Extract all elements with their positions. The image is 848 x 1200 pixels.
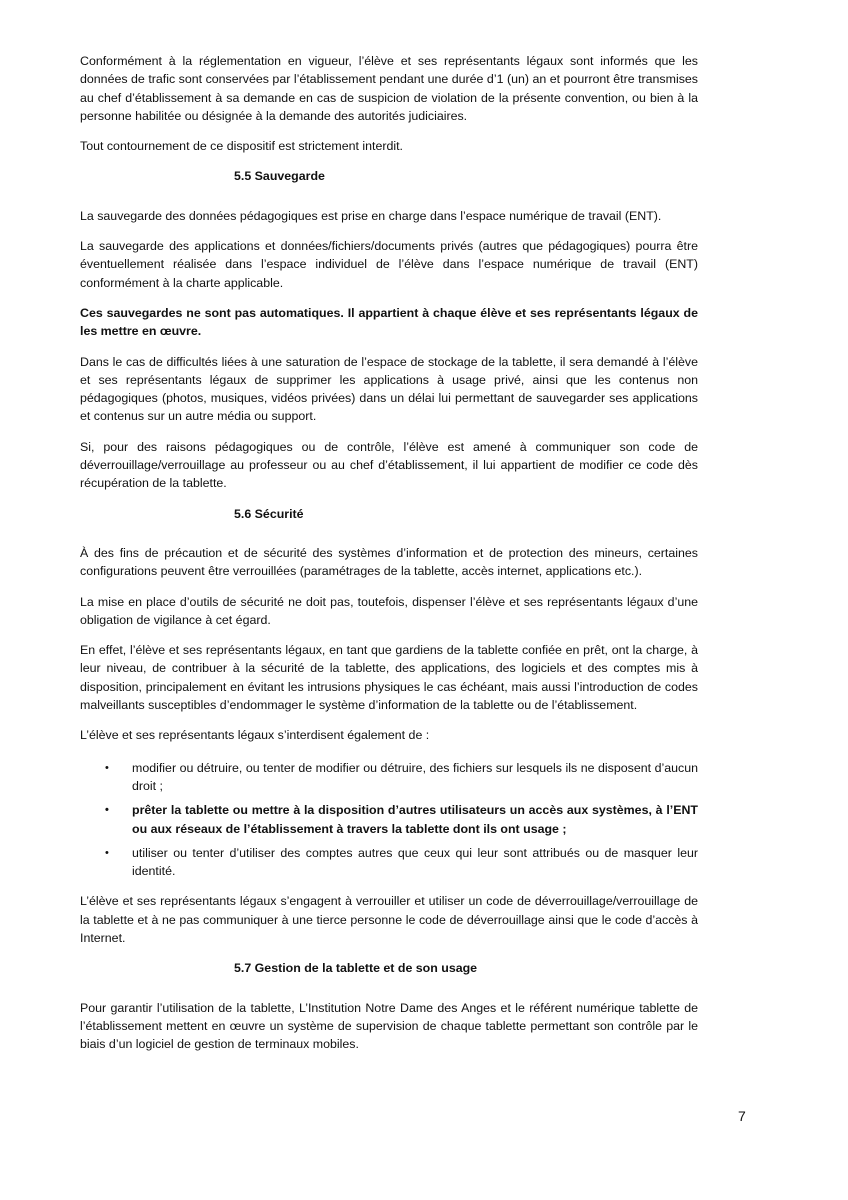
section-heading-5-6: 5.6 Sécurité <box>234 506 304 521</box>
section-heading-5-7: 5.7 Gestion de la tablette et de son usage <box>234 961 478 976</box>
paragraph-unlock-code: Si, pour des raisons pédagogiques ou de contrôle, l’élève est amené à communiquer son code de déverrouillage/verrouillage au professeur ou au chef d’établissement, il lui appartient de modifier ce code dès récupération de la tablette. <box>80 439 698 491</box>
paragraph-data-retention: Conformément à la réglementation en vigueur, l’élève et ses représentants légaux sont informés que les données de trafic sont conservées par l’établissement pendant une durée d’1 (un) an et pourront être transmises au chef d’établissement à sa demande en cas de suspicion de violation de la présente convention, ou bien à la personne habilitée ou désignée à la demande des autorités judiciaires. <box>80 54 698 123</box>
paragraph-backup-private: La sauvegarde des applications et données/fichiers/documents privés (autres que pédagogiques) pourra être éventuellement réalisée dans l’espace individuel de l’élève dans l’espace numérique de travail (ENT) conformément à la charte applicable. <box>80 239 698 290</box>
list-item <box>80 759 698 796</box>
bullet-icon: • <box>105 804 109 817</box>
paragraph-storage-saturation: Dans le cas de difficultés liées à une saturation de l’espace de stockage de la tablette, il sera demandé à l’élève et ses représentants légaux de supprimer les applications à usage privé, ainsi que les contenus non pédagogiques (photos, musiques, vidéos privées) dans un délai lui permettant de sauvegarder ses applications et contenus sur un autre média ou support. <box>80 354 698 424</box>
paragraph-vigilance: La mise en place d’outils de sécurité ne doit pas, toutefois, dispenser l’élève et ses représentants légaux d’une obligation de vigilance à cet égard. <box>80 594 698 627</box>
paragraph-prohibitions-intro: L’élève et ses représentants légaux s’interdisent également de : <box>80 728 430 743</box>
document-page <box>80 52 698 1065</box>
paragraph-lock-commitment: L’élève et ses représentants légaux s’engagent à verrouiller et utiliser un code de déverrouillage/verrouillage de la tablette et à ne pas communiquer à une tierce personne le code de déverrouillage ainsi que le code d’accès à Internet. <box>80 894 698 945</box>
list-item-text: utiliser ou tenter d’utiliser des comptes autres que ceux qui leur sont attribués ou de masquer leur identité. <box>132 845 698 879</box>
list-item <box>80 801 698 838</box>
section-heading-5-5: 5.5 Sauvegarde <box>234 169 325 184</box>
paragraph-supervision: Pour garantir l’utilisation de la tablette, L’Institution Notre Dame des Anges et le référent numérique tablette de l’établissement mettent en œuvre un système de supervision de chaque tablette permettant son contrôle par le biais d’un logiciel de gestion de terminaux mobiles. <box>80 1000 698 1052</box>
paragraph-backup-ent: La sauvegarde des données pédagogiques est prise en charge dans l’espace numérique de travail (ENT). <box>80 208 662 223</box>
list-item-text: modifier ou détruire, ou tenter de modifier ou détruire, des fichiers sur lesquels ils ne disposent d’aucun droit ; <box>132 760 698 793</box>
paragraph-backup-not-automatic: Ces sauvegardes ne sont pas automatiques. Il appartient à chaque élève et ses représentants légaux de les mettre en œuvre. <box>80 305 698 339</box>
prohibitions-list <box>80 759 698 881</box>
bullet-icon: • <box>105 846 109 859</box>
page-number: 7 <box>738 1108 746 1124</box>
list-item-text: prêter la tablette ou mettre à la disposition d’autres utilisateurs un accès aux systèmes, à l’ENT ou aux réseaux de l’établissement à travers la tablette dont ils ont usage ; <box>132 803 698 836</box>
paragraph-guardians: En effet, l’élève et ses représentants légaux, en tant que gardiens de la tablette confiée en prêt, ont la charge, à leur niveau, de contribuer à la sécurité de la tablette, des applications, des logiciels et des comptes mis à disposition, principalement en évitant les intrusions physiques le cas échéant, mais aussi l’introduction de codes malveillants susceptibles d’endommager le système d’information de la tablette ou de l’établissement. <box>80 643 698 713</box>
paragraph-precaution: À des fins de précaution et de sécurité des systèmes d’information et de protection des mineurs, certaines configurations peuvent être verrouillées (paramétrages de la tablette, accès internet, applications etc.). <box>80 545 698 579</box>
list-item <box>80 844 698 881</box>
bullet-icon: • <box>105 761 109 774</box>
paragraph-bypass-forbidden: Tout contournement de ce dispositif est strictement interdit. <box>80 139 404 154</box>
